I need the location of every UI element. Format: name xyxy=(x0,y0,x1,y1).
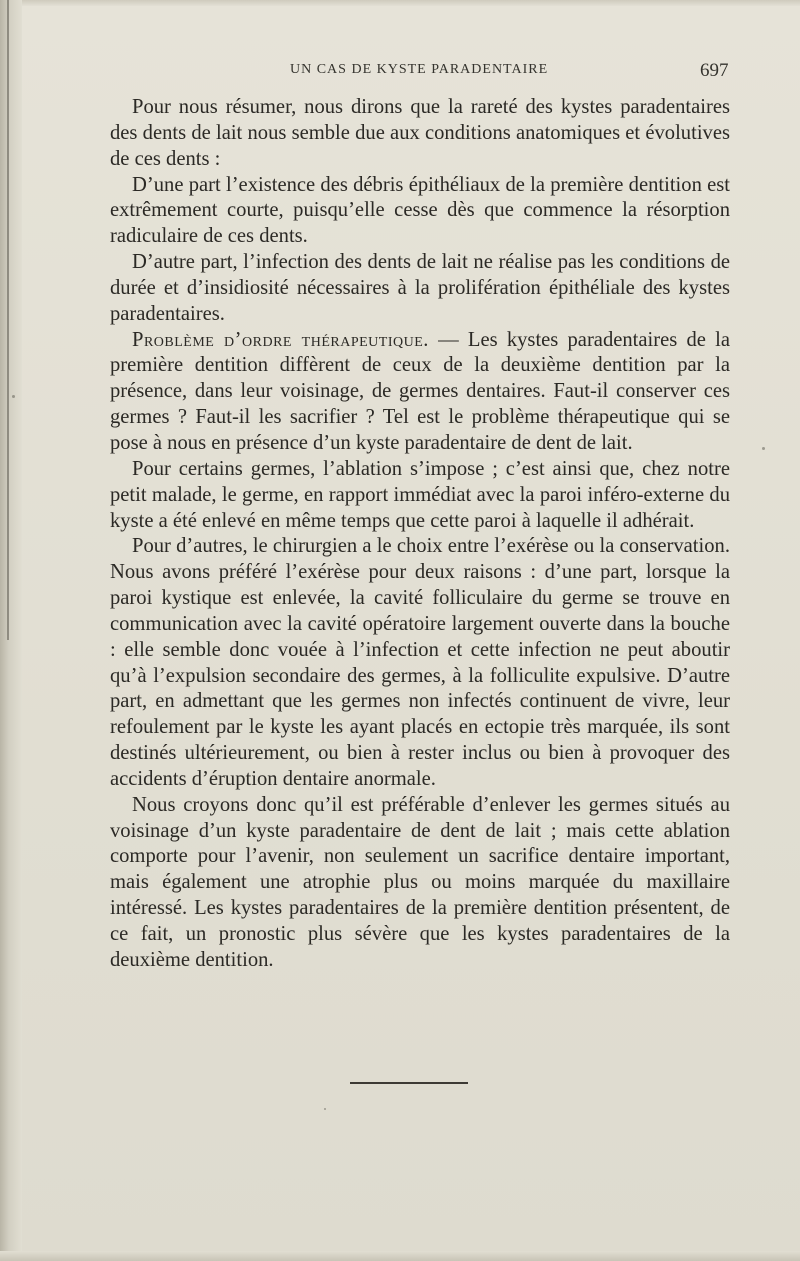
page-top-edge xyxy=(0,0,800,6)
paragraph: Pour certains germes, l’ablation s’impose ; c’est ainsi que, chez notre petit malade, le germe, en rapport immédiat avec la paroi inféro-externe du kyste a été enlevé en même temps que cette paroi à laquelle il adhérait. xyxy=(110,457,730,532)
paragraph-text: — Les kystes paradentaires de la première dentition diffèrent de ceux de la deuxième dentition par la présence, dans leur voisinage, de germes dentaires. Faut-il conserver ces germes ? Faut-il les sacrifier ? Tel est le problème thérapeutique qui se pose à nous en présence d’un kyste paradentaire de dent de lait. xyxy=(110,328,730,454)
paragraph: D’autre part, l’infection des dents de lait ne réalise pas les conditions de durée et d’insidiosité nécessaires à la prolifération épithéliale des kystes paradentaires. xyxy=(110,251,730,325)
end-of-section-rule xyxy=(350,1082,468,1084)
page-bottom-edge xyxy=(0,1251,800,1261)
paragraph: Nous croyons donc qu’il est préférable d’enlever les germes situés au voisinage d’un kyste paradentaire de dent de lait ; mais cette ablation comporte pour l’avenir, non seulement un sacrifice dentaire important, mais également une atrophie plus ou moins marquée du maxillaire intéressé. Les kystes paradentaires de la première dentition présentent, de ce fait, un pronostic plus sévère que les kystes paradentaires de la deuxième dentition. xyxy=(110,793,730,971)
paper-speck xyxy=(12,395,15,398)
binding-shadow-line xyxy=(7,0,9,640)
page-binding-edge xyxy=(0,0,22,1261)
paragraph: Pour d’autres, le chirurgien a le choix entre l’exérèse ou la conservation. Nous avons préféré l’exérèse pour deux raisons : d’une part, lorsque la paroi kystique est enlevée, la cavité folliculaire du germe se trouve en communication avec la cavité opératoire largement ouverte dans la bouche : elle semble donc vouée à l’infection et cette infection ne peut aboutir qu’à l’expulsion secondaire des germes, à la folliculite expulsive. D’autre part, en admettant que les germes non infectés continuent de vivre, leur refoulement par le kyste les ayant placés en ectopie très marquée, ils sont destinés ultérieurement, ou bien à rester inclus ou bien à provoquer des accidents d’éruption dentaire anormale. xyxy=(110,535,730,790)
running-title: UN CAS DE KYSTE PARADENTAIRE xyxy=(290,62,549,77)
paper-speck xyxy=(762,447,765,450)
paragraph: Pour nous résumer, nous dirons que la rareté des kystes paradentaires des dents de lait nous semble due aux conditions anatomiques et évolutives de ces dents : xyxy=(110,96,730,170)
main-text xyxy=(110,95,730,974)
section-heading: Problème d’ordre thérapeutique. xyxy=(132,328,429,351)
paragraph-therapeutic-problem xyxy=(110,328,730,457)
page-number: 697 xyxy=(700,60,729,81)
paragraph: D’une part l’existence des débris épithéliaux de la première dentition est extrêmement courte, puisqu’elle cesse dès que commence la résorption radiculaire de ces dents. xyxy=(110,173,730,248)
paper-speck xyxy=(324,1108,326,1110)
